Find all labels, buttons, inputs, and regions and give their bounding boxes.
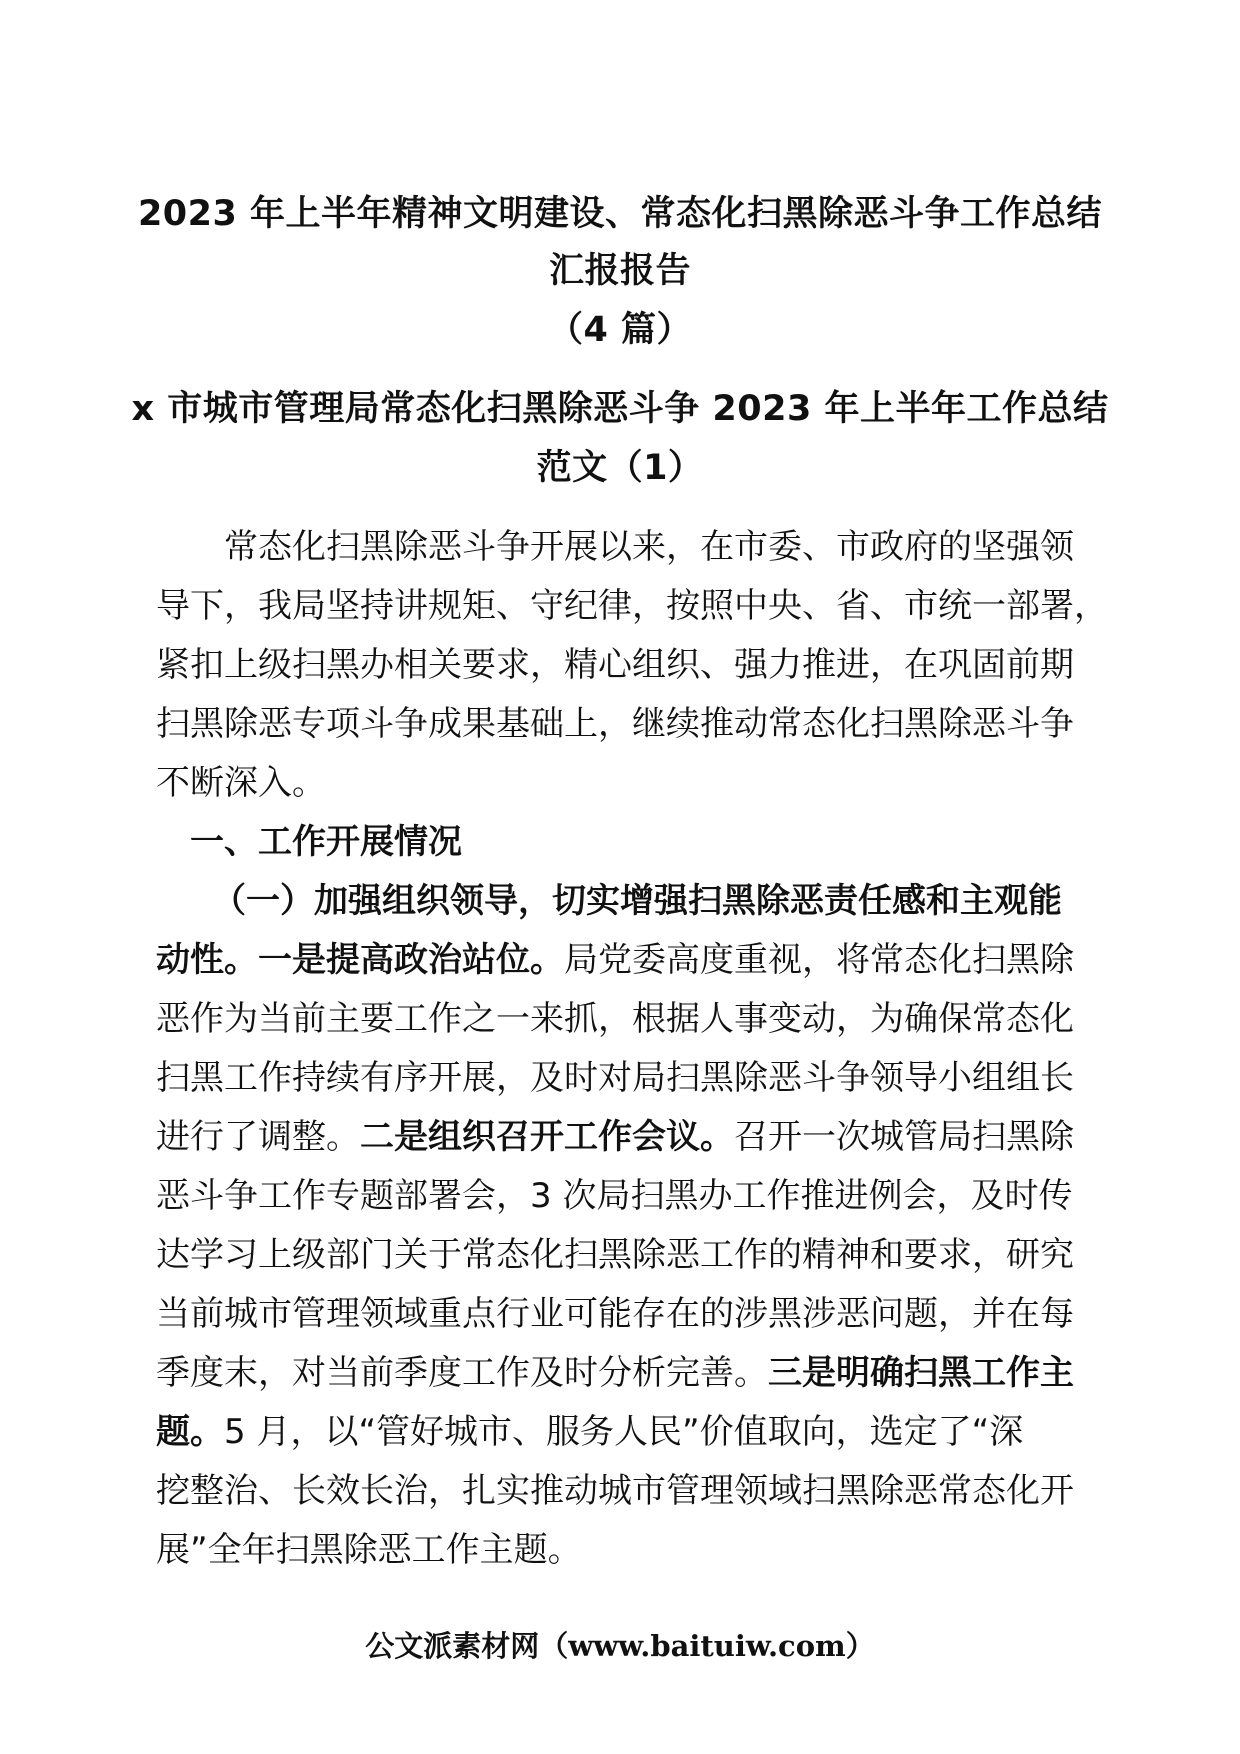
paragraph-text: 局党委高度重视，将常态化扫黑除: [564, 940, 1074, 980]
section-heading: 一、工作开展情况: [190, 822, 462, 862]
subsection-heading: （一）加强组织领导，切实增强扫黑除恶责任感和主观能: [212, 881, 1062, 921]
intro-line: 不断深入。: [156, 763, 326, 803]
intro-paragraph: [156, 518, 1108, 813]
bold-phrase: 三是明确扫黑工作主: [768, 1353, 1074, 1393]
paragraph-line: [156, 1344, 1086, 1403]
intro-line: 常态化扫黑除恶斗争开展以来，在市委、市政府的坚强领: [224, 527, 1074, 567]
paragraph-line: 当前城市管理领域重点行业可能存在的涉黑涉恶问题，并在每: [156, 1294, 1074, 1334]
paragraph-line: 恶斗争工作专题部署会，3 次局扫黑办工作推进例会，及时传: [156, 1176, 1073, 1216]
paragraph-line: 恶作为当前主要工作之一来抓，根据人事变动，为确保常态化: [156, 999, 1074, 1039]
footer-watermark: 公文派素材网（www.baituiw.com）: [365, 1629, 875, 1663]
paragraph-line: [156, 1403, 1086, 1462]
bold-phrase: 动性。一是提高政治站位。: [156, 940, 564, 980]
article-title-line-2: 范文（1）: [536, 448, 704, 488]
paragraph-text: 季度末，对当前季度工作及时分析完善。: [156, 1353, 768, 1393]
paragraph-line: [156, 931, 1086, 990]
article-title-line-1: x 市城市管理局常态化扫黑除恶斗争 2023 年上半年工作总结: [131, 389, 1109, 429]
paragraph-line: 挖整治、长效长治，扎实推动城市管理领域扫黑除恶常态化开: [156, 1471, 1074, 1511]
intro-line: 扫黑除恶专项斗争成果基础上，继续推动常态化扫黑除恶斗争: [156, 704, 1074, 744]
document-title-count: （4 篇）: [547, 310, 693, 350]
paragraph-line: 达学习上级部门关于常态化扫黑除恶工作的精神和要求，研究: [156, 1235, 1074, 1275]
document-title-line-1: 2023 年上半年精神文明建设、常态化扫黑除恶斗争工作总结: [137, 194, 1103, 234]
paragraph-line: [156, 1108, 1086, 1167]
paragraph-text: 召开一次城管局扫黑除: [734, 1117, 1074, 1157]
bold-phrase: 二是组织召开工作会议。: [360, 1117, 734, 1157]
paragraph-text: 5 月，以“管好城市、服务人民”价值取向，选定了“深: [224, 1412, 1024, 1452]
paragraph-line: 扫黑工作持续有序开展，及时对局扫黑除恶斗争领导小组组长: [156, 1058, 1074, 1098]
intro-line: 导下，我局坚持讲规矩、守纪律，按照中央、省、市统一部署，: [156, 586, 1108, 626]
bold-phrase: 题。: [156, 1412, 224, 1452]
subsection-paragraph: [156, 872, 1086, 1580]
intro-line: 紧扣上级扫黑办相关要求，精心组织、强力推进，在巩固前期: [156, 645, 1074, 685]
paragraph-text: 进行了调整。: [156, 1117, 360, 1157]
paragraph-line: 展”全年扫黑除恶工作主题。: [156, 1530, 582, 1570]
document-title-line-2: 汇报报告: [548, 251, 691, 291]
